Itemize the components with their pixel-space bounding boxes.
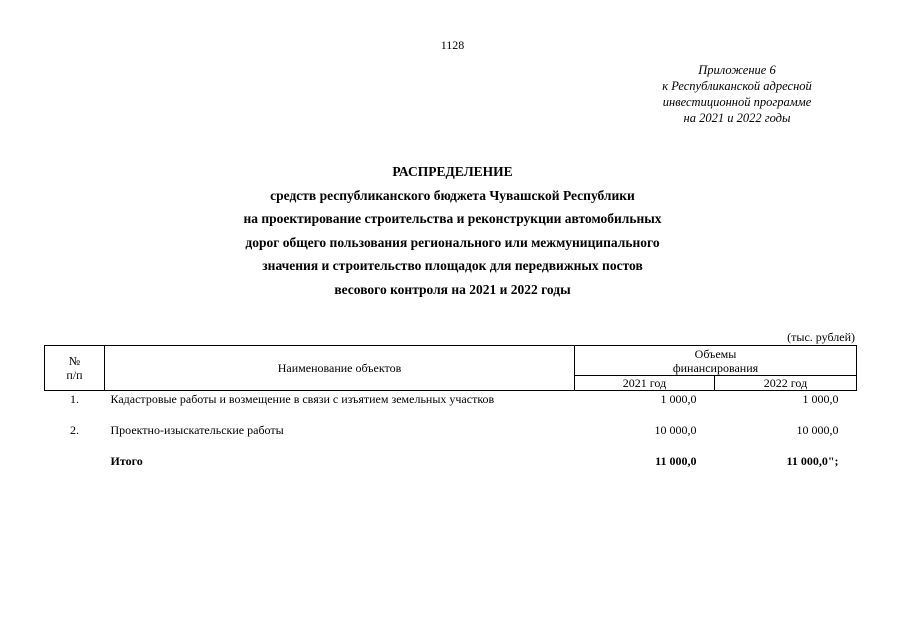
- total-value-2021: 11 000,0: [655, 454, 697, 468]
- title-line: дорог общего пользования регионального или межмуниципального: [245, 234, 660, 250]
- table-row: [45, 422, 857, 453]
- header-object-name: Наименование объектов: [105, 346, 575, 391]
- appendix-line: на 2021 и 2022 годы: [683, 111, 791, 125]
- title-line: значения и строительство площадок для передвижных постов: [262, 258, 643, 273]
- row-number: 1.: [70, 392, 79, 406]
- row-value-2022: 1 000,0: [802, 392, 839, 406]
- appendix-note: [617, 62, 857, 126]
- appendix-line: Приложение 6: [698, 63, 776, 77]
- header-volume-line: Объемы: [694, 346, 737, 361]
- row-value-2022: 10 000,0: [796, 423, 839, 437]
- title-line: весового контроля на 2021 и 2022 годы: [334, 281, 571, 297]
- title-line: средств республиканского бюджета Чувашской Республики: [270, 187, 635, 203]
- total-number-empty: [45, 453, 105, 484]
- row-object-name: Проектно-изыскательские работы: [110, 423, 284, 437]
- table-row: [45, 391, 857, 423]
- row-object-name: Кадастровые работы и возмещение в связи с изъятием земельных участков: [110, 392, 495, 406]
- appendix-line: к Республиканской адресной: [662, 79, 812, 93]
- total-value-2022: 11 000,0";: [786, 454, 839, 468]
- header-volume-line: финансирования: [672, 360, 759, 375]
- title-line: РАСПРЕДЕЛЕНИЕ: [392, 164, 513, 179]
- row-number: 2.: [70, 423, 79, 437]
- row-value-2021: 1 000,0: [660, 392, 697, 406]
- total-row: [45, 453, 857, 484]
- header-year-2022: 2022 год: [715, 376, 857, 391]
- header-year-2021: 2021 год: [575, 376, 715, 391]
- financing-table: [44, 345, 857, 484]
- title-line: на проектирование строительства и реконструкции автомобильных: [243, 211, 662, 226]
- header-number-line: №: [68, 354, 81, 368]
- header-number-line: п/п: [66, 368, 83, 382]
- header-number: [45, 346, 105, 391]
- row-value-2021: 10 000,0: [654, 423, 697, 437]
- page-number: 1128: [440, 38, 465, 52]
- header-financing-volume: [575, 346, 857, 376]
- document-title: [0, 160, 905, 301]
- units-label: (тыс. рублей): [787, 330, 855, 344]
- total-label: Итого: [110, 454, 143, 468]
- appendix-line: инвестиционной программе: [662, 95, 812, 109]
